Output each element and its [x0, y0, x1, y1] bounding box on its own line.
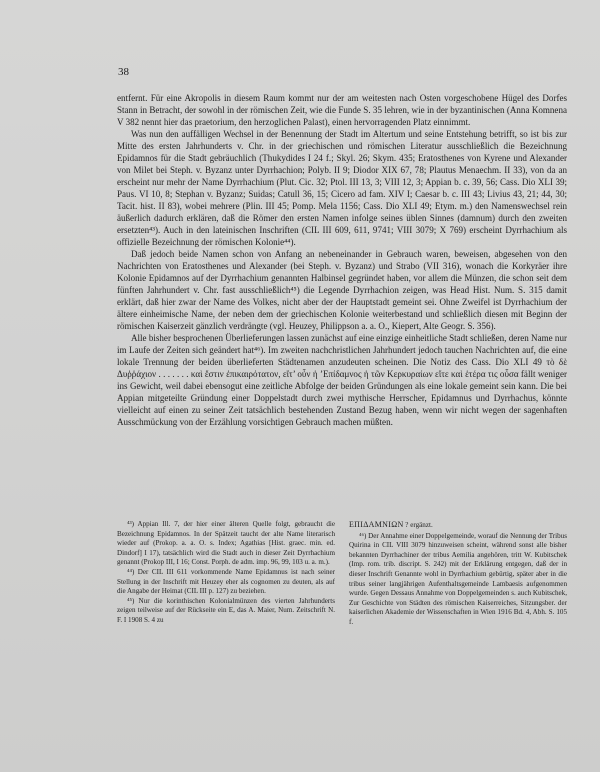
footnote-45-continuation-text: ? ergänzt. [403, 521, 433, 529]
paragraph-akropolis: entfernt. Für eine Akropolis in diesem Raum kommt nur der am weitesten nach Osten vorgeschobene Hügel des Dorfes Stann in Betracht, der sowohl in der römischen Zeit, wie die Funde S. 35 lehren, wie in der byzantinischen (Anna Komnena V 382 nennt hier das praetorium, den herzoglichen Palast), einen hervorragenden Platz einnimmt. [117, 93, 567, 128]
paragraph-name-change: Was nun den auffälligen Wechsel in der Benennung der Stadt im Altertum und seine Entstehung betrifft, so ist bis zur Mitte des ersten Jahrhunderts v. Chr. in der griechischen und römischen Literatur ausschließlich die Bezeichnung Epidamnos für die Stadt gebräuchlich (Thukydides I 24 f.; Skyl. 26; Skym. 435; Eratosthenes von Kyrene und Alexander von Milet bei Steph. v. Byzanz unter Dyrrhachion; Polyb. II 9; Diodor XIX 67, 78; Plautus Menaechm. II 33), von da an erscheint nur mehr der Name Dyrrhachium (Plut. Cic. 32; Ptol. III 13, 3; VIII 12, 3; Appian b. c. 39, 56; Cass. Dio XLI 39; Paus. VI 10, 8; Stephan v. Byzanz; Suidas; Catull 36, 15; Cicero ad fam. XIV I; Caesar b. c. III 43; Livius 43, 21; 44, 30; Tacit. hist. II 83), wobei mehrere (Plin. III 45; Pomp. Mela 1156; Cass. Dio XLI 49; Etym. m.) den Namenswechsel rein äußerlich dadurch erklären, daß die Römer den ersten Namen infolge seines üblen Sinnes (damnum) durch den zweiten ersetzten⁴³). Auch in den lateinischen Inschriften (CIL III 609, 611, 9741; VIII 3079; X 769) erscheint Dyrrhachium als offizielle Bezeichnung der römischen Kolonie⁴⁴). [117, 129, 567, 248]
footnote-column-right [349, 520, 567, 628]
greek-legend: ΕΠΙΔΑΜΝΙΩΝ [349, 520, 404, 529]
footnote-44: ⁴⁴) Der CIL III 611 vorkommende Name Epidamnus ist nach seiner Stellung in der Inschrift mit Heuzey eher als cognomen zu deuten, als auf die Angabe der Heimat (CIL III p. 127) zu beziehen. [117, 567, 335, 596]
footnote-46: ⁴⁶) Der Annahme einer Doppelgemeinde, worauf die Nennung der Tribus Quirina in CIL VIII 3079 hinzuweisen scheint, während sonst alle bisher bekannten Dyrrhachiner der tribus Aemilia angehören, tritt W. Kubitschek (Imp. rom. trib. discript. S. 242) mit der Erklärung entgegen, daß der in dieser Inschrift Genannte wohl in Dyrrhachium gebürtig, später aber in die tribus seiner langjährigen Aufenthaltsgemeinde Lambaesis aufgenommen wurde. Gegen Dessaus Annahme von Doppelgemeinden s. auch Kubitschek, Zur Geschichte von Städten des römischen Kaiserreiches, Sitzungsber. der kaiserlichen Akademie der Wissenschaften in Wien 1916 Bd. 4, Abh. S. 105 f. [349, 531, 567, 626]
footnote-column-left [117, 520, 335, 628]
footnote-45-continuation [349, 520, 567, 531]
footnote-43: ⁴³) Appian Ill. 7, der hier einer älteren Quelle folgt, gebraucht die Bezeichnung Epidamnos. In der Spätzeit taucht der alte Name literarisch wieder auf (Prokop. a. a. O. s. Index; Agathias [Hist. graec. min. ed. Dindorf] I 17), tatsächlich wird die Stadt auch in dieser Zeit Dyrrhachium genannt (Prokop III, I 16; Const. Porph. de adm. imp. 96, 99, 103 u. a. m.). [117, 520, 335, 567]
main-text [117, 92, 567, 428]
footnote-45: ⁴⁵) Nur die korinthischen Kolonialmünzen des vierten Jahrhunderts zeigen teilweise auf der Rückseite ein E, das A. Maier, Num. Zeitschrift N. F. I 1908 S. 4 zu [117, 596, 335, 624]
footnotes [117, 520, 567, 628]
page-number: 38 [118, 66, 129, 78]
paragraph-coins: Daß jedoch beide Namen schon von Anfang an nebeneinander in Gebrauch waren, beweisen, abgesehen von den Nachrichten von Eratosthenes und Alexander (bei Steph. v. Byzanz) und Strabo (VII 316), wonach die Korkyräer ihre Kolonie Epidamnos auf der Dyrrhachium genannten Halbinsel gegründet haben, vor allem die Münzen, die schon seit dem fünften Jahrhundert v. Chr. fast ausschließlich⁴⁵) die Legende Dyrrhachion zeigen, was Head Hist. Num. S. 315 damit erklärt, daß hier zwar der Name des Volkes, nicht aber der der Hauptstadt gemeint sei. Ohne Zweifel ist Dyrrhachium der ältere einheimische Name, der neben dem der griechischen Kolonie weiterbestand und schließlich diesen mit Beginn der römischen Kaiserzeit gänzlich verdrängte (vgl. Heuzey, Philippson a. a. O., Kiepert, Alte Geogr. S. 356). [117, 249, 567, 332]
paragraph-double-city: Alle bisher besprochenen Überlieferungen lassen zunächst auf eine einzige einheitliche Stadt schließen, deren Name nur im Laufe der Zeiten sich geändert hat⁴⁶). Im zweiten nachchristlichen Jahrhundert jedoch tauchen Nachrichten auf, die eine lokale Trennung der beiden überlieferten Städtenamen anzudeuten scheinen. Die Notiz des Cass. Dio XLI 49 τὸ δὲ Δυῤῥάχιον . . . . . . . καὶ ἔστιν ἐπικαιρότατον, εἴτ’ οὖν ἡ ’Επίδαμνος ἡ τῶν Κερκυραίων εἴτε καὶ ἑτέρα τις οὖσα fällt weniger ins Gewicht, weil dabei ebensogut eine zeitliche Abfolge der beiden Gründungen als eine lokale gemeint sein kann. Die bei Appian mitgeteilte Gründung einer Doppelstadt durch zwei mythische Herrscher, Epidamnus und Dyrrhachus, könnte vielleicht auf einen zu seiner Zeit tatsächlich bestehenden Zustand Bezug haben, wenn wir nicht wegen der sagenhaften Ausschmückung von der Erzählung vorsichtigen Gebrauch machen müßten. [117, 333, 567, 428]
